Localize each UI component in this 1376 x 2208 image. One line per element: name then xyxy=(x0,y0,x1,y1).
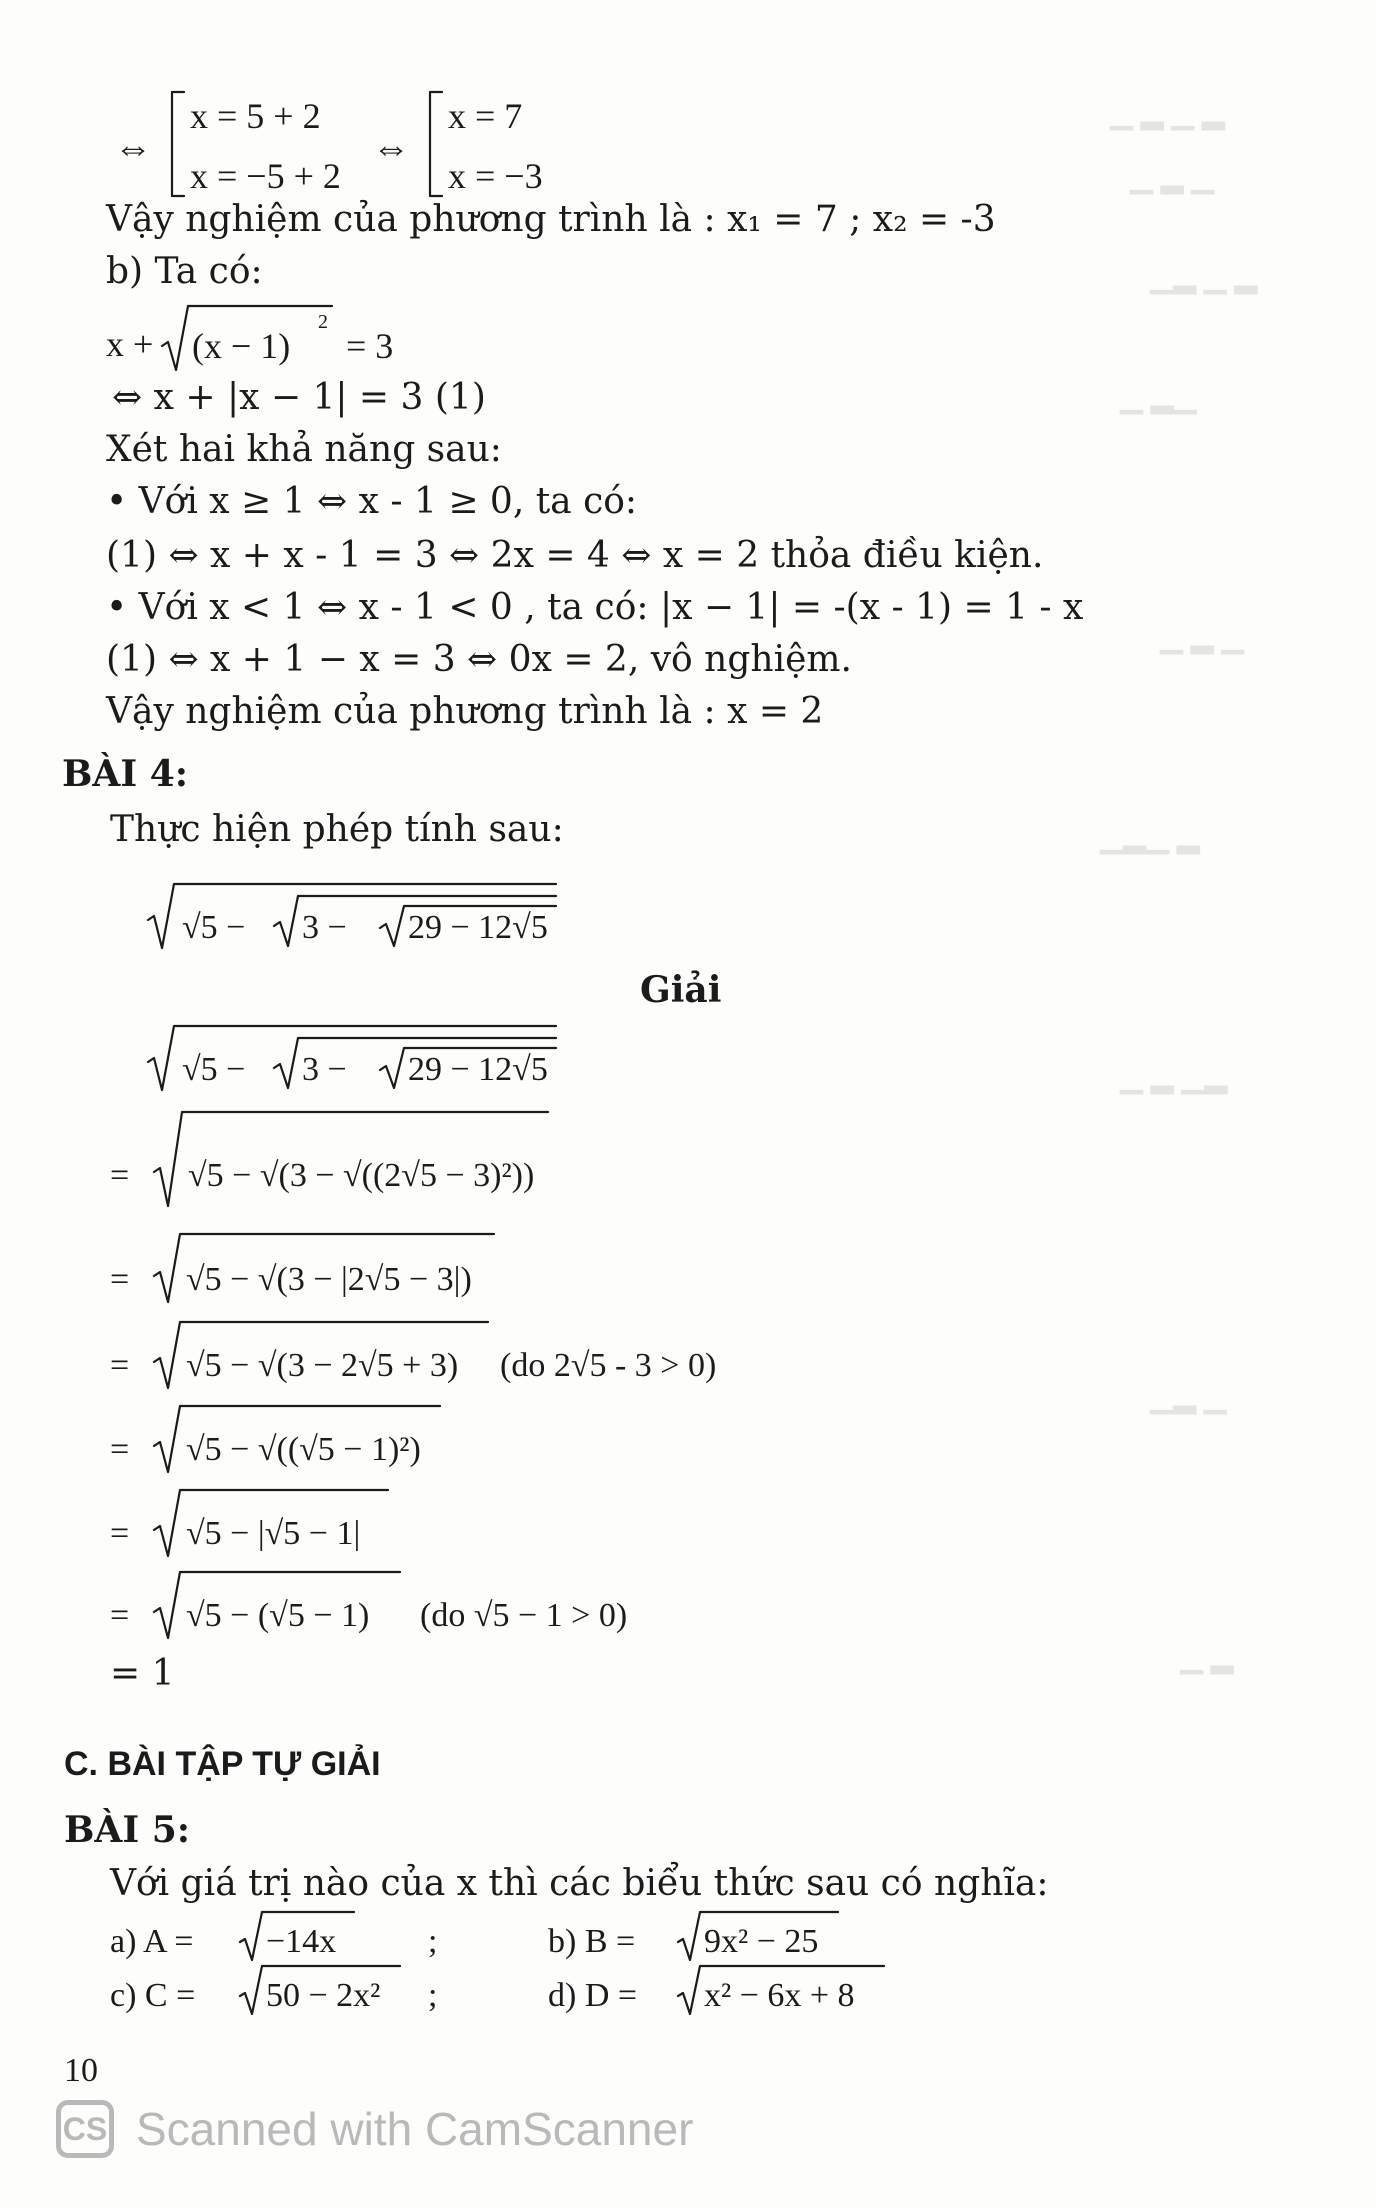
exponent: 2 xyxy=(318,311,328,333)
exercise-a xyxy=(110,1908,470,1964)
case-2-result: (1) ⇔ x + 1 − x = 3 ⇔ 0x = 2, vô nghiệm. xyxy=(106,639,852,680)
solution-step-3 xyxy=(108,1316,828,1396)
bai5-heading: BÀI 5: xyxy=(64,1809,191,1851)
radicand: (x − 1) xyxy=(192,326,291,366)
page-number: 10 xyxy=(64,2052,98,2089)
expr-part-b: 3 − xyxy=(302,909,347,946)
a-label: a) A = xyxy=(110,1923,194,1960)
step2-expr: √5 − √(3 − |2√5 − 3|) xyxy=(186,1261,472,1298)
exercise-c xyxy=(110,1962,470,2018)
separator: ; xyxy=(428,1977,438,2014)
equals-sign: = xyxy=(110,1261,130,1298)
part-a-equivalence xyxy=(100,88,600,208)
case-1: • Với x ≥ 1 ⇔ x - 1 ≥ 0, ta có: xyxy=(106,481,638,522)
part-a-conclusion: Vậy nghiệm của phương trình là : x₁ = 7 ; x₂ = -3 xyxy=(106,199,996,240)
bai4-prompt: Thực hiện phép tính sau: xyxy=(110,809,564,850)
exercise-d xyxy=(548,1962,948,2018)
step3-note: (do 2√5 - 3 > 0) xyxy=(500,1347,717,1384)
bracket-2 xyxy=(430,92,442,196)
b-label: b) B = xyxy=(548,1923,636,1960)
eq-prefix: x + xyxy=(106,324,154,364)
d-expr: x² − 6x + 8 xyxy=(704,1977,855,2014)
bracket-1 xyxy=(172,92,184,196)
final-result: = 1 xyxy=(110,1653,175,1694)
sys1-line2: x = −5 + 2 xyxy=(190,156,341,196)
expr-part-a: √5 − xyxy=(182,1051,246,1088)
d-label: d) D = xyxy=(548,1977,638,2014)
sys2-line1: x = 7 xyxy=(448,96,523,136)
bai4-heading: BÀI 4: xyxy=(62,753,189,795)
case-1-result: (1) ⇔ x + x - 1 = 3 ⇔ 2x = 4 ⇔ x = 2 thỏa điều kiện. xyxy=(106,535,1044,576)
step6-expr: √5 − (√5 − 1) xyxy=(186,1597,370,1634)
bai4-expression-repeat xyxy=(148,1018,568,1098)
expr-part-c: 29 − 12√5 xyxy=(408,1051,548,1088)
sys2-line2: x = −3 xyxy=(448,156,543,196)
step5-expr: √5 − |√5 − 1| xyxy=(186,1515,361,1552)
camscanner-logo-icon: CS xyxy=(56,2100,114,2158)
equals-sign: = xyxy=(110,1347,130,1384)
solution-step-4 xyxy=(108,1400,628,1480)
eq-rhs: = 3 xyxy=(346,326,394,366)
textbook-page: ▁ ▂ ▁ ▂ ▁ ▂ ▁ ▁▂ ▁ ▂ ▁ ▂▁ ▁ ▂ ▁ ▁▂▁ ▂ ▁ ▂ ▁▂ ▁▂ ▁ ▁ ▂ ⇔ x = 5 + 2 x = −5 + 2 ⇔ x = 7 x = −3 Vậy nghiệm của phương trình là : x₁ = 7 ; x₂ = -3 b) Ta có: x + (x − 1) 2 = 3 ⇔ x + |x − 1| = 3 (1) Xét hai khả năng sau: • Với x ≥ 1 ⇔ x - 1 ≥ 0, ta có: (1) ⇔ x + x - 1 = 3 ⇔ 2x = 4 ⇔ x = 2 thỏa điều kiện. • Với x < 1 ⇔ x - 1 < 0 , ta có: |x − 1| = -(x - 1) = 1 - x (1) ⇔ x + 1 − x = 3 ⇔ 0x = 2, vô nghiệm. Vậy nghiệm của phương trình là : x = 2 BÀI 4: Thực hiện phép tính sau: √5 − 3 − 29 − 12√5 Giải √5 − 3 − 29 − 12√5 = √5 − √(3 − √((2√5 − 3)²)) = √5 − √(3 − |2√5 − 3|) = √5 − √(3 − 2√5 + 3) (do 2√5 - 3 > 0) = √5 − √((√5 − 1)²) = √5 − |√5 − 1| = √5 − (√5 − 1) (do √5 − 1 > 0) = 1 C. BÀI TẬP TỰ GIẢI BÀI 5: Với giá trị nào của x thì các biểu thức sau có nghĩa: a) A = −14x ; b) B = 9x² − 25 c) C = 50 − 2x² ; d) D = x² − 6x + 8 10 CS Scanned with CamScanner xyxy=(0,0,1376,2208)
section-c-heading: C. BÀI TẬP TỰ GIẢI xyxy=(64,1745,381,1783)
solution-step-2 xyxy=(108,1228,628,1308)
expr-part-a: √5 − xyxy=(182,909,246,946)
expr-part-b: 3 − xyxy=(302,1051,347,1088)
c-expr: 50 − 2x² xyxy=(266,1977,381,2014)
step1-expr: √5 − √(3 − √((2√5 − 3)²)) xyxy=(188,1157,535,1194)
equals-sign: = xyxy=(110,1157,130,1194)
exercise-b xyxy=(548,1908,948,1964)
eq-abs: ⇔ x + |x − 1| = 3 (1) xyxy=(112,377,486,418)
equals-sign: = xyxy=(110,1431,130,1468)
bai4-expression xyxy=(148,876,568,956)
step4-expr: √5 − √((√5 − 1)²) xyxy=(186,1431,421,1468)
solution-step-6 xyxy=(108,1566,828,1646)
a-expr: −14x xyxy=(266,1923,337,1960)
c-label: c) C = xyxy=(110,1977,196,2014)
scanner-watermark: Scanned with CamScanner xyxy=(136,2103,694,2155)
part-b-conclusion: Vậy nghiệm của phương trình là : x = 2 xyxy=(106,691,824,732)
equals-sign: = xyxy=(110,1515,130,1552)
part-b-intro: b) Ta có: xyxy=(106,251,263,292)
part-b-equation xyxy=(106,300,546,376)
step6-note: (do √5 − 1 > 0) xyxy=(420,1597,628,1634)
step3-expr: √5 − √(3 − 2√5 + 3) xyxy=(186,1347,459,1384)
solution-label: Giải xyxy=(640,969,722,1011)
separator: ; xyxy=(428,1923,438,1960)
bai5-prompt: Với giá trị nào của x thì các biểu thức sau có nghĩa: xyxy=(110,1863,1049,1904)
equals-sign: = xyxy=(110,1597,130,1634)
expr-part-c: 29 − 12√5 xyxy=(408,909,548,946)
case-2: • Với x < 1 ⇔ x - 1 < 0 , ta có: |x − 1| = -(x - 1) = 1 - x xyxy=(106,587,1084,628)
solution-step-5 xyxy=(108,1484,628,1564)
b-expr: 9x² − 25 xyxy=(704,1923,819,1960)
cases-intro: Xét hai khả năng sau: xyxy=(106,429,502,470)
sys1-line1: x = 5 + 2 xyxy=(190,96,321,136)
solution-step-1 xyxy=(108,1106,628,1216)
iff-symbol: ⇔ xyxy=(114,127,152,169)
iff-symbol: ⇔ xyxy=(372,127,410,169)
